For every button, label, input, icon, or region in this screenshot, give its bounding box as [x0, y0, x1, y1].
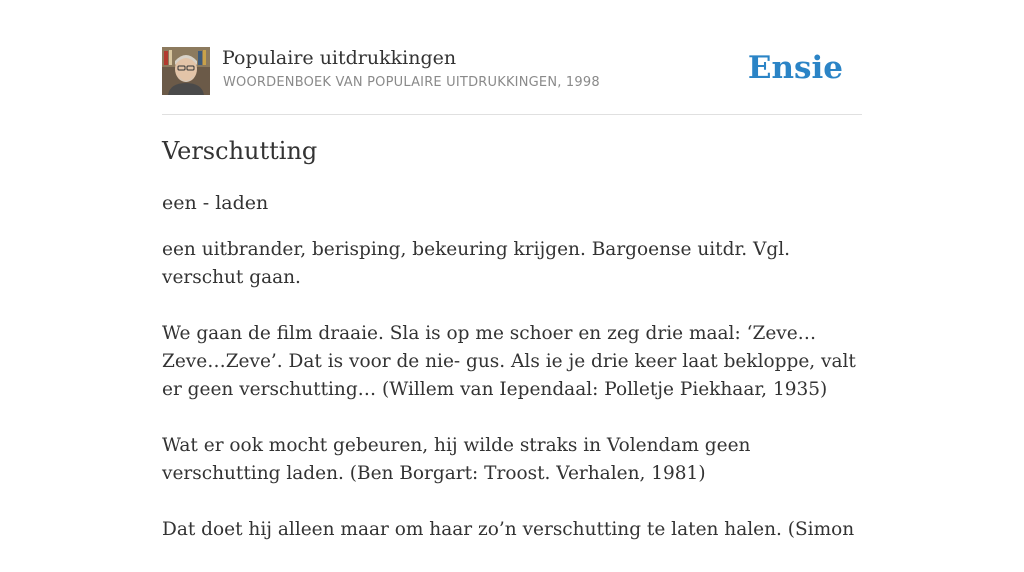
author-portrait-icon: [162, 47, 210, 95]
source-subtitle: WOORDENBOEK VAN POPULAIRE UITDRUKKINGEN, 1998: [223, 75, 600, 90]
quote-paragraph: Wat er ook mocht gebeuren, hij wilde straks in Volendam geen verschutting laden. (Ben Borgart: Troost. Verhalen, 1981): [162, 435, 751, 484]
quote-paragraph: Dat doet hij alleen maar om haar zo’n verschutting te laten halen. (Simon: [162, 519, 855, 540]
quote-paragraph: We gaan de film draaie. Sla is op me schoer en zeg drie maal: ‘Zeve…Zeve…Zeve’. Dat is voor de nie- gus. Als ie je drie keer laat bekloppe, valt er geen verschutting… (Willem van Iependaal: Polletje Piekhaar, 1935): [162, 323, 856, 400]
entry-title: Verschutting: [162, 137, 318, 165]
entry-subtitle: een - laden: [162, 192, 269, 214]
author-avatar[interactable]: [162, 47, 210, 95]
definition-paragraph: een uitbrander, berisping, bekeuring krijgen. Bargoense uitdr. Vgl. verschut gaan.: [162, 239, 791, 288]
source-name[interactable]: Populaire uitdrukkingen: [222, 47, 457, 69]
source-header: [162, 46, 862, 115]
ensie-logo[interactable]: Ensie: [747, 50, 843, 86]
entry-body: [162, 236, 862, 572]
